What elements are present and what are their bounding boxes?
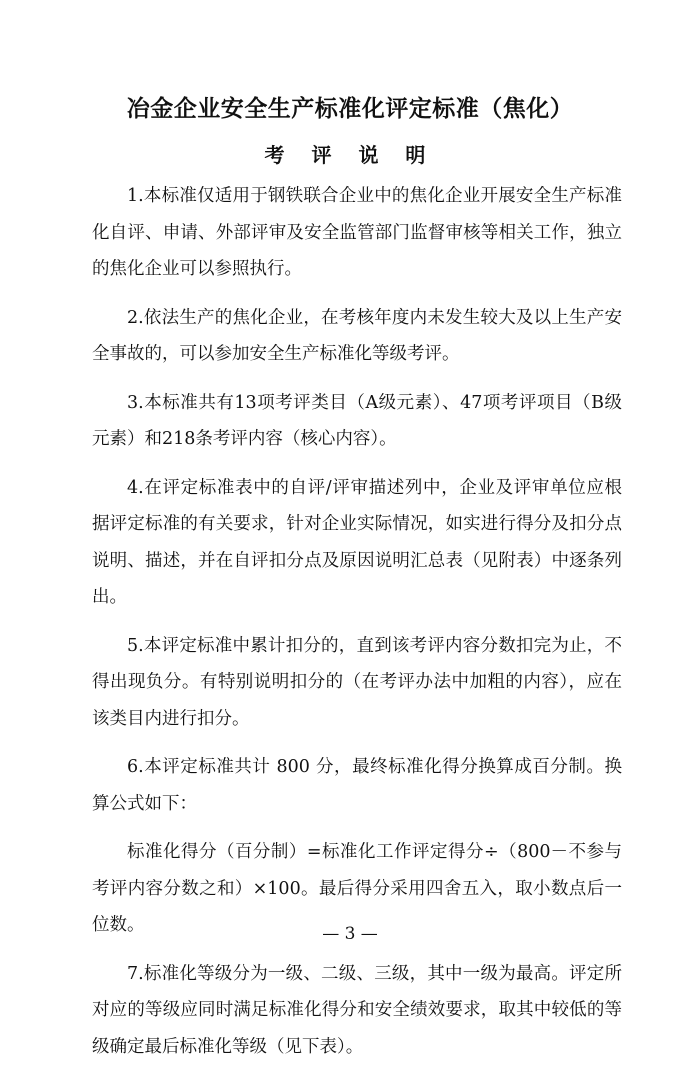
- paragraph-7: 7.标准化等级分为一级、二级、三级，其中一级为最高。评定所对应的等级应同时满足标准化得分和安全绩效要求，取其中较低的等级确定最后标准化等级（见下表）。: [92, 963, 622, 1057]
- page-number: — 3 —: [322, 924, 378, 944]
- document-subtitle: 考 评 说 明: [264, 143, 436, 167]
- formula-paragraph: 标准化得分（百分制）=标准化工作评定得分÷（800－不参与考评内容分数之和）×100。最后得分采用四舍五入，取小数点后一位数。: [92, 842, 622, 935]
- document-title: 冶金企业安全生产标准化评定标准（焦化）: [126, 95, 574, 122]
- paragraph-1: 1.本标准仅适用于钢铁联合企业中的焦化企业开展安全生产标准化自评、申请、外部评审及安全监管部门监督审核等相关工作，独立的焦化企业可以参照执行。: [92, 186, 622, 279]
- paragraph-3: 3.本标准共有13项考评类目（A级元素）、47项考评项目（B级元素）和218条考评内容（核心内容）。: [92, 392, 622, 449]
- paragraph-4: 4.在评定标准表中的自评/评审描述列中，企业及评审单位应根据评定标准的有关要求，针对企业实际情况，如实进行得分及扣分点说明、描述，并在自评扣分点及原因说明汇总表（见附表）中逐条列出。: [92, 477, 622, 607]
- paragraph-5: 5.本评定标准中累计扣分的，直到该考评内容分数扣完为止，不得出现负分。有特别说明扣分的（在考评办法中加粗的内容），应在该类目内进行扣分。: [92, 635, 622, 729]
- paragraph-6: 6.本评定标准共计 800 分，最终标准化得分换算成百分制。换算公式如下：: [92, 757, 622, 814]
- paragraph-2: 2.依法生产的焦化企业，在考核年度内未发生较大及以上生产安全事故的，可以参加安全生产标准化等级考评。: [92, 307, 622, 364]
